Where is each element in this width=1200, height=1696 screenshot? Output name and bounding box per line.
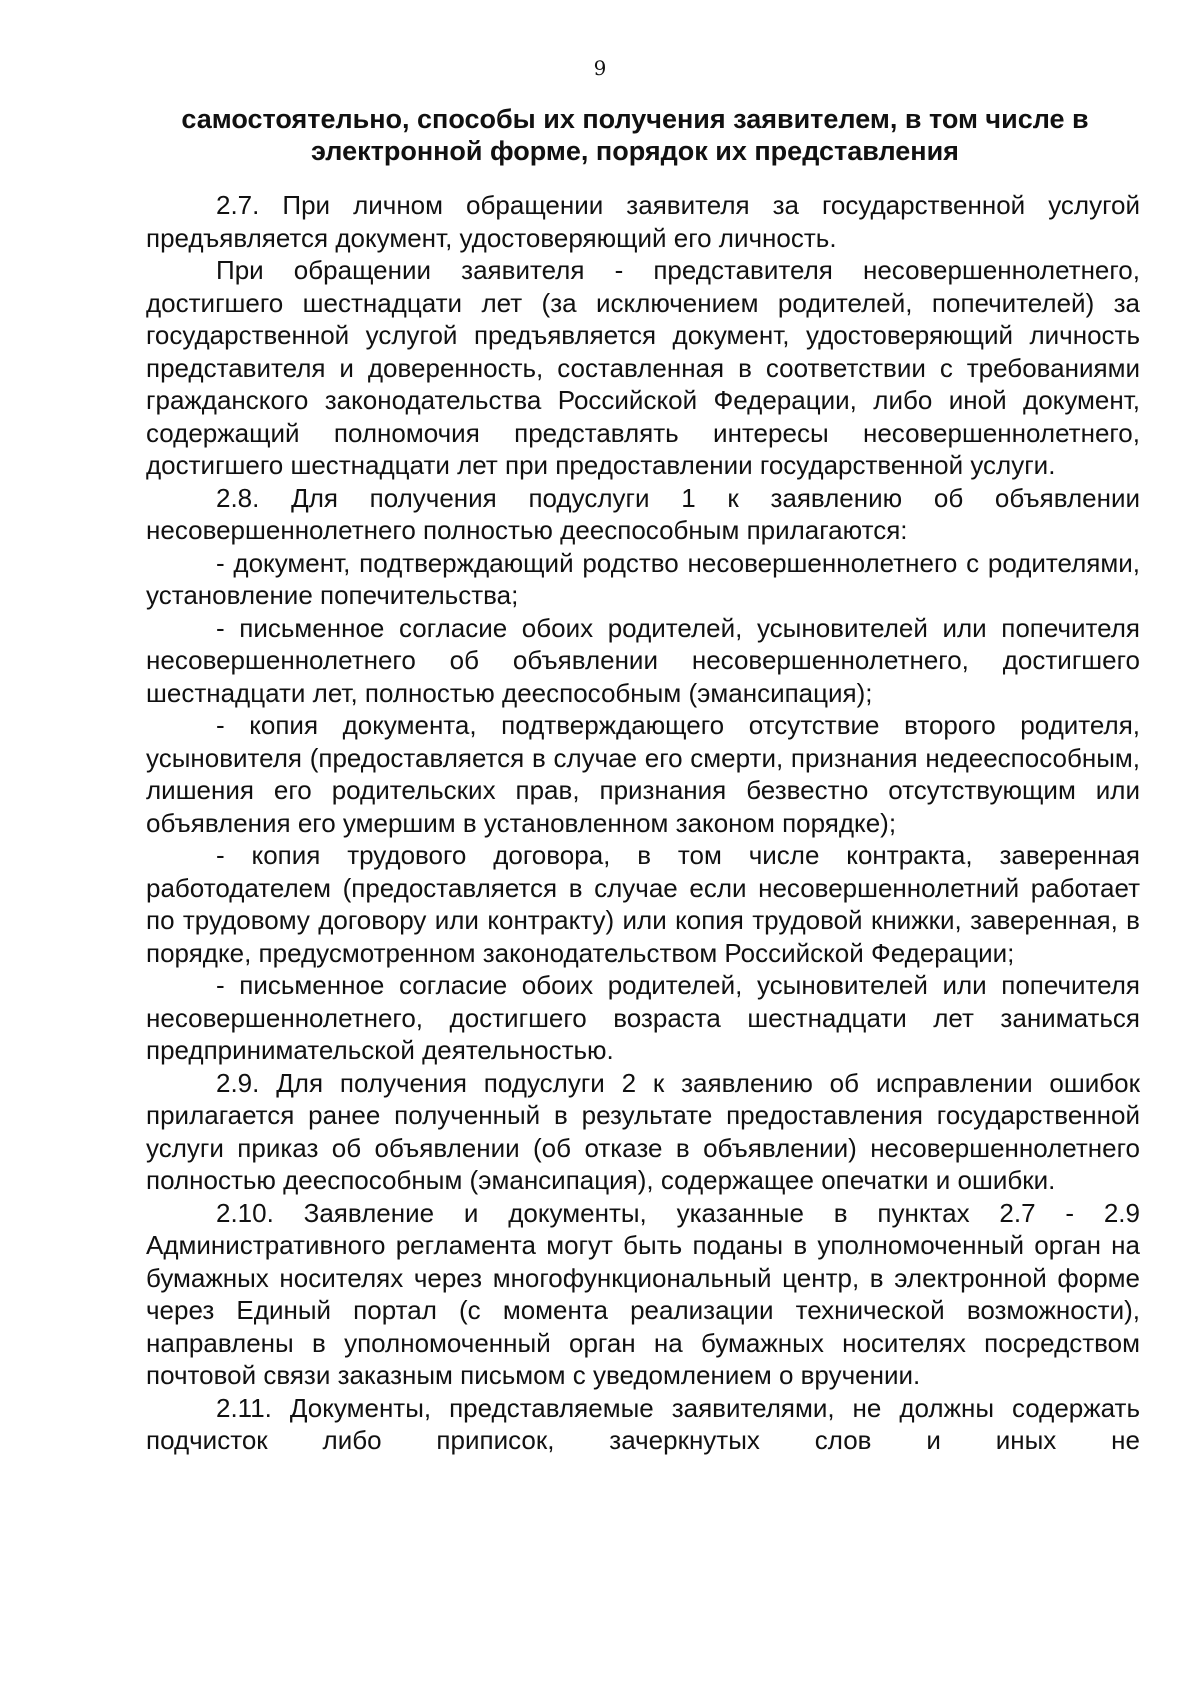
heading-line-1: самостоятельно, способы их получения заявителем, в том числе в (181, 104, 1089, 134)
list-item-employment-contract: - копия трудового договора, в том числе контракта, заверенная работодателем (предоставляется в случае если несовершеннолетний работает по трудовому договору или контракту) или копия трудовой книжки, заверенная, в порядке, предусмотренном законодательством Российской Федерации; (146, 840, 1140, 968)
paragraph-2-11: 2.11. Документы, представляемые заявителями, не должны содержать подчисток либо приписок, зачеркнутых слов и иных не (146, 1392, 1140, 1455)
list-item-kinship-document: - документ, подтверждающий родство несовершеннолетнего с родителями, установление попечительства; (146, 547, 1140, 610)
list-item-parental-consent: - письменное согласие обоих родителей, усыновителей или попечителя несовершеннолетнего об объявлении несовершеннолетнего, достигшего шестнадцати лет, полностью дееспособным (эмансипация); (146, 612, 1140, 708)
list-item-business-consent: - письменное согласие обоих родителей, усыновителей или попечителя несовершеннолетнего, достигшего возраста шестнадцати лет заниматься предпринимательской деятельностью. (146, 970, 1140, 1065)
heading-line-2: электронной форме, порядок их представления (311, 136, 959, 166)
paragraph-2-9: 2.9. Для получения подуслуги 2 к заявлению об исправлении ошибок прилагается ранее полученный в результате предоставления государственной услуги приказ об объявлении (об отказе в объявлении) несовершеннолетнего полностью дееспособным (эмансипация), содержащее опечатки и ошибки. (146, 1067, 1140, 1195)
section-heading (135, 103, 1135, 167)
paragraph-2-8: 2.8. Для получения подуслуги 1 к заявлению об объявлении несовершеннолетнего полностью дееспособным прилагаются: (146, 482, 1140, 545)
paragraph-2-10: 2.10. Заявление и документы, указанные в пунктах 2.7 - 2.9 Административного регламента могут быть поданы в уполномоченный орган на бумажных носителях через многофункциональный центр, в электронной форме через Единый портал (с момента реализации технической возможности), направлены в уполномоченный орган на бумажных носителях посредством почтовой связи заказным письмом с уведомлением о вручении. (146, 1197, 1140, 1390)
paragraph-2-7: 2.7. При личном обращении заявителя за государственной услугой предъявляется документ, удостоверяющий его личность. (146, 190, 1140, 253)
paragraph-representative: При обращении заявителя - представителя несовершеннолетнего, достигшего шестнадцати лет (за исключением родителей, попечителей) за государственной услугой предъявляется документ, удостоверяющий личность представителя и доверенность, составленная в соответствии с требованиями гражданского законодательства Российской Федерации, либо иной документ, содержащий полномочия представлять интересы несовершеннолетнего, достигшего шестнадцати лет при предоставлении государственной услуги. (146, 255, 1140, 480)
page-number: 9 (593, 56, 607, 80)
document-body (146, 189, 1140, 1457)
list-item-absent-parent-document: - копия документа, подтверждающего отсутствие второго родителя, усыновителя (предоставляется в случае его смерти, признания недееспособным, лишения его родительских прав, признания безвестно отсутствующим или объявления его умершим в установленном законом порядке); (146, 710, 1140, 838)
